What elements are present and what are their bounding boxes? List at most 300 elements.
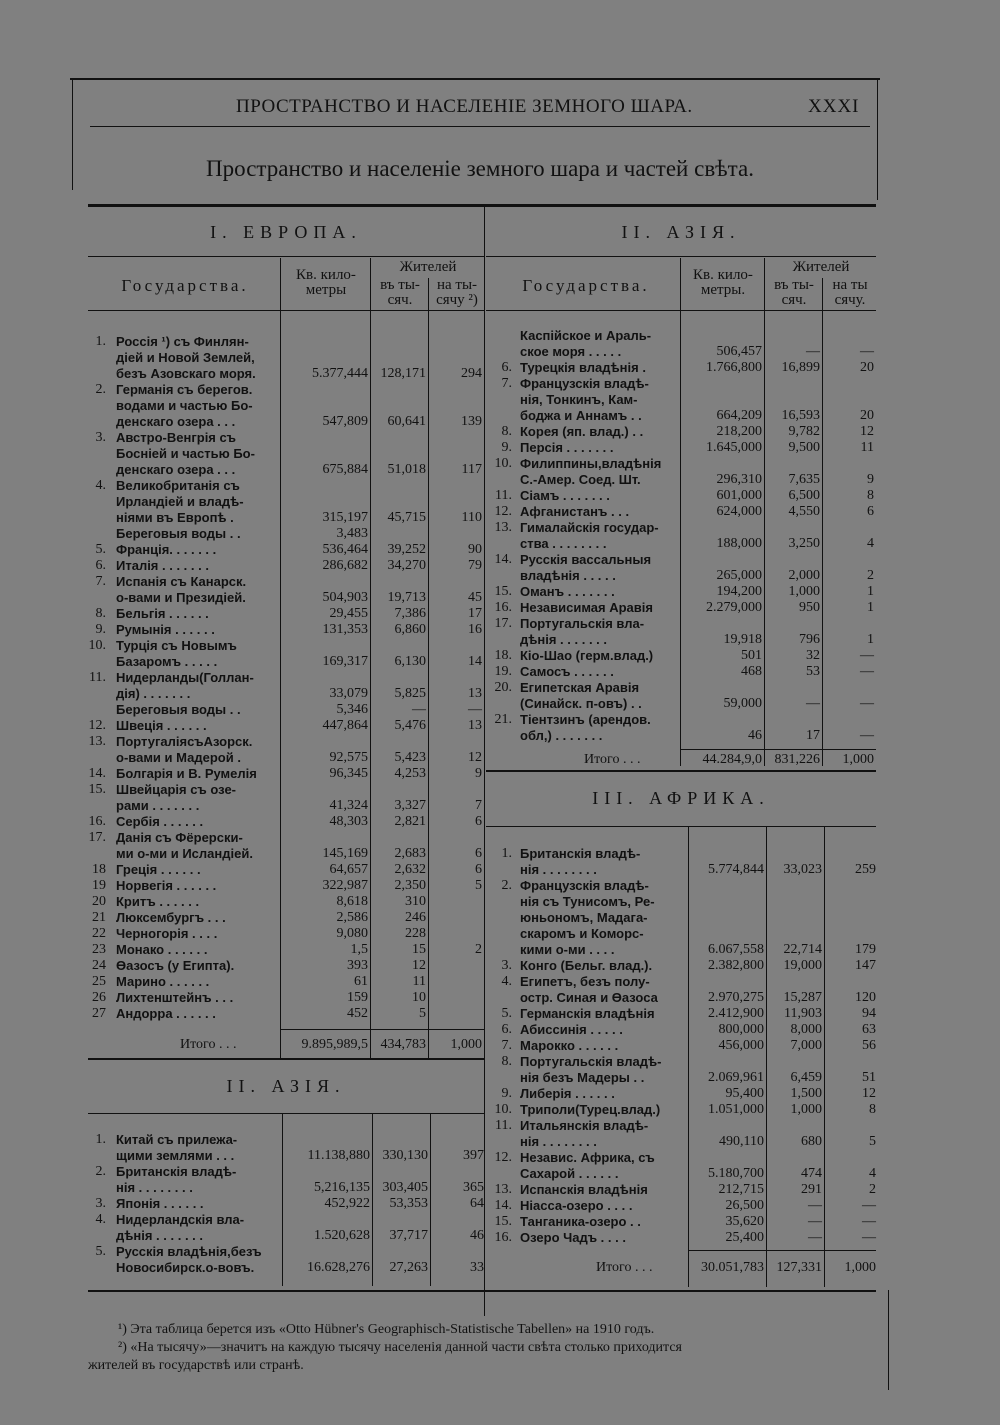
asia-right-total-pop: 831,226 — [774, 752, 820, 767]
table-row — [0, 1086, 1000, 1102]
row-area: 447,864 — [322, 718, 368, 733]
asia-right-total-rule — [680, 749, 876, 750]
africa-total-rule — [688, 1250, 876, 1251]
row-name: Афганистанъ . . . — [520, 504, 630, 519]
row-per-thousand: 1 — [867, 632, 874, 647]
row-area: 800,000 — [718, 1022, 764, 1037]
row-population: 6,130 — [394, 654, 426, 669]
title-rule — [88, 204, 876, 207]
row-number: 21. — [494, 712, 512, 727]
row-name: Португальскія вла- дѣнія . . . . . . . — [520, 616, 645, 647]
table-row — [0, 1230, 1000, 1246]
row-name: Нидерланды(Голлан- дія) . . . . . . . — [116, 670, 254, 701]
row-population: 796 — [799, 632, 820, 647]
row-number: 27 — [92, 1006, 106, 1021]
row-per-thousand: 6 — [475, 846, 482, 861]
row-per-thousand: 397 — [463, 1148, 484, 1163]
row-per-thousand: — — [860, 344, 874, 359]
row-name: Сербія . . . . . . — [116, 814, 204, 829]
row-name: Абиссинія . . . . . — [520, 1022, 623, 1037]
row-area: 6.067,558 — [708, 942, 764, 957]
africa-total-area: 30.051,783 — [701, 1260, 764, 1275]
row-per-thousand: 56 — [862, 1038, 876, 1053]
row-area: 2.412,900 — [708, 1006, 764, 1021]
row-name: Черногорія . . . . — [116, 926, 218, 941]
row-per-thousand: 13 — [468, 686, 482, 701]
row-population: 128,171 — [380, 366, 426, 381]
row-name: Танганика-озеро . . — [520, 1214, 641, 1229]
row-area: 536,464 — [322, 542, 368, 557]
row-number: 1. — [501, 846, 512, 861]
table-row — [0, 360, 1000, 376]
row-population: 330,130 — [382, 1148, 428, 1163]
row-per-thousand: 6 — [475, 862, 482, 877]
row-per-thousand: 2 — [475, 942, 482, 957]
row-number: 13. — [494, 520, 512, 535]
left-col-pop-group-header: Жителей — [399, 259, 457, 275]
row-number: 20 — [92, 894, 106, 909]
row-area: 1.645,000 — [706, 440, 762, 455]
row-population: 15 — [412, 942, 426, 957]
row-area: 286,682 — [322, 558, 368, 573]
row-number: 14. — [494, 552, 512, 567]
row-population: 10 — [412, 990, 426, 1005]
row-population: 6,860 — [394, 622, 426, 637]
table-row — [0, 712, 1000, 744]
row-name: Китай съ прилежа- щими землями . . . — [116, 1132, 238, 1163]
row-area: 5,346 — [336, 702, 368, 717]
row-area: 490,110 — [719, 1134, 764, 1149]
row-area: 1.520,628 — [314, 1228, 370, 1243]
asia-left-title: II. АЗІЯ. — [226, 1076, 346, 1096]
row-population: — — [806, 344, 820, 359]
row-number: 7. — [95, 574, 106, 589]
row-area: 29,455 — [329, 606, 368, 621]
row-number: 16. — [88, 814, 106, 829]
row-population: 15,287 — [783, 990, 822, 1005]
row-name: Корея (яп. влад.) . . — [520, 424, 644, 439]
row-name: Оманъ . . . . . . . — [520, 584, 615, 599]
row-number: 3. — [95, 430, 106, 445]
right-header-top-rule — [486, 256, 876, 257]
row-area: 452,922 — [324, 1196, 370, 1211]
row-population: 474 — [801, 1166, 822, 1181]
table-row — [0, 1038, 1000, 1054]
row-per-thousand: 4 — [867, 536, 874, 551]
row-area: 315,197 — [322, 510, 368, 525]
row-area: 601,000 — [716, 488, 762, 503]
row-area: 61 — [354, 974, 368, 989]
row-population: 5,423 — [394, 750, 426, 765]
row-population: 5 — [419, 1006, 426, 1021]
row-name: Нидерландскія вла- дѣнія . . . . . . . — [116, 1212, 245, 1243]
row-area: 2.279,000 — [706, 600, 762, 615]
row-area: 322,987 — [322, 878, 368, 893]
row-number: 25 — [92, 974, 106, 989]
africa-top-rule — [486, 826, 876, 827]
row-number: 10. — [494, 456, 512, 471]
row-area: 11.138,880 — [307, 1148, 370, 1163]
row-area: 452 — [347, 1006, 368, 1021]
row-area: 1.051,000 — [708, 1102, 764, 1117]
asia-right-total-per: 1,000 — [842, 752, 874, 767]
row-area: 8,618 — [336, 894, 368, 909]
africa-total-per: 1,000 — [844, 1260, 876, 1275]
row-area: 1.766,800 — [706, 360, 762, 375]
row-area: 5,216,135 — [314, 1180, 370, 1195]
right-header-bottom-rule — [486, 310, 876, 311]
row-population: 1,000 — [790, 1102, 822, 1117]
row-name: Египетъ, безъ полу- остр. Синая и Өазоса — [520, 974, 658, 1005]
row-population: 2,821 — [394, 814, 426, 829]
europe-total-label: Итого . . . — [180, 1037, 237, 1052]
row-name: Береговыя воды . . — [116, 702, 241, 717]
row-number: 7. — [501, 376, 512, 391]
row-population: 22,714 — [783, 942, 822, 957]
row-name: Русскія владѣнія,безъ Новосибирск.о-вовъ. — [116, 1244, 262, 1275]
row-population: 7,635 — [788, 472, 820, 487]
row-number: 16. — [494, 1230, 512, 1245]
row-per-thousand: 5 — [869, 1134, 876, 1149]
row-number: 26 — [92, 990, 106, 1005]
row-number: 4. — [95, 478, 106, 493]
row-population: 39,252 — [387, 542, 426, 557]
row-number: 24 — [92, 958, 106, 973]
row-name: Норвегія . . . . . . — [116, 878, 217, 893]
row-name: Кіо-Шао (герм.влад.) — [520, 648, 654, 663]
left-col-state-header: Государства. — [121, 276, 249, 295]
header-underline — [90, 126, 870, 127]
row-number: 4. — [95, 1212, 106, 1227]
row-name: Турецкія владѣнія . — [520, 360, 646, 375]
footnote-2: ²) «На тысячу»—значитъ на каждую тысячу населенія данной части свѣта столько приходится — [118, 1340, 682, 1355]
row-name: Италія . . . . . . . — [116, 558, 209, 573]
row-name: Румынія . . . . . . — [116, 622, 215, 637]
row-area: 456,000 — [718, 1038, 764, 1053]
row-name: Швейцарія съ озе- рами . . . . . . . — [116, 782, 237, 813]
row-name: Өазосъ (у Египта). — [116, 958, 235, 973]
table-row — [0, 552, 1000, 584]
row-number: 1. — [95, 1132, 106, 1147]
table-row — [0, 1054, 1000, 1086]
row-name: Независимая Аравія — [520, 600, 653, 615]
right-footer-rule — [888, 1290, 889, 1390]
row-per-thousand: 20 — [860, 408, 874, 423]
table-row — [0, 664, 1000, 680]
row-population: 53 — [806, 664, 820, 679]
row-per-thousand: 94 — [862, 1006, 876, 1021]
row-name: Русскія вассальныя владѣнія . . . . . — [520, 552, 652, 583]
row-name: Критъ . . . . . . — [116, 894, 200, 909]
row-population: 8,000 — [790, 1022, 822, 1037]
row-number: 18. — [494, 648, 512, 663]
row-population: 2,000 — [788, 568, 820, 583]
table-row — [0, 1214, 1000, 1230]
row-number: 5. — [501, 1006, 512, 1021]
row-name: Триполи(Турец.влад.) — [520, 1102, 661, 1117]
row-name: Германія съ берегов. водами и частью Бо- денскаго озера . . . — [116, 382, 253, 429]
row-area: 5.377,444 — [312, 366, 368, 381]
row-number: 9. — [501, 1086, 512, 1101]
row-population: 19,000 — [783, 958, 822, 973]
row-population: 680 — [801, 1134, 822, 1149]
footnote-3: жителей въ государствѣ или странѣ. — [88, 1358, 304, 1373]
row-name: Филиппины,владѣнія С.-Амер. Соед. Шт. — [520, 456, 662, 487]
row-per-thousand: 90 — [468, 542, 482, 557]
europe-title: I. ЕВРОПА. — [210, 222, 362, 242]
row-population: 19,713 — [387, 590, 426, 605]
table-row — [0, 1198, 1000, 1214]
row-area: 16.628,276 — [307, 1260, 370, 1275]
row-per-thousand: 365 — [463, 1180, 484, 1195]
row-number: 1. — [95, 334, 106, 349]
row-number: 13. — [494, 1182, 512, 1197]
row-number: 6. — [95, 558, 106, 573]
europe-total-per: 1,000 — [450, 1037, 482, 1052]
row-per-thousand: 17 — [468, 606, 482, 621]
row-name: Греція . . . . . . — [116, 862, 201, 877]
row-number: 8. — [501, 1054, 512, 1069]
row-area: 3,483 — [336, 526, 368, 541]
table-row — [0, 616, 1000, 648]
row-population: — — [808, 1230, 822, 1245]
row-per-thousand: 259 — [855, 862, 876, 877]
left-header-bottom-rule — [88, 310, 484, 311]
row-population: 7,000 — [790, 1038, 822, 1053]
row-population: 11,903 — [784, 1006, 822, 1021]
row-name: Итальянскія владѣ- нія . . . . . . . . — [520, 1118, 649, 1149]
row-number: 15. — [88, 782, 106, 797]
row-per-thousand: 9 — [475, 766, 482, 781]
row-name: Монако . . . . . . — [116, 942, 208, 957]
row-area: 59,000 — [723, 696, 762, 711]
row-per-thousand: 6 — [867, 504, 874, 519]
row-per-thousand: 5 — [475, 878, 482, 893]
page-number: XXXI — [808, 96, 860, 117]
table-row — [0, 440, 1000, 456]
row-population: 53,353 — [389, 1196, 428, 1211]
row-per-thousand: — — [862, 1198, 876, 1213]
table-row — [0, 1006, 1000, 1022]
row-per-thousand: 79 — [468, 558, 482, 573]
table-row — [0, 1102, 1000, 1118]
row-name: Конго (Бельг. влад.). — [520, 958, 653, 973]
table-row — [0, 328, 1000, 360]
row-per-thousand: 7 — [475, 798, 482, 813]
row-number: 12. — [494, 504, 512, 519]
table-row — [0, 680, 1000, 712]
row-name: Персія . . . . . . . — [520, 440, 614, 455]
row-area: 468 — [741, 664, 762, 679]
europe-total-area: 9.895,989,5 — [301, 1037, 368, 1052]
row-name: Россія ¹) съ Финлян- діей и Новой Землей, безъ Азовскаго моря. — [116, 334, 256, 381]
asia-right-total-area: 44.284,9,0 — [702, 752, 762, 767]
row-number: 21 — [92, 910, 106, 925]
row-area: 212,715 — [718, 1182, 764, 1197]
row-per-thousand: 51 — [862, 1070, 876, 1085]
row-number: 7. — [501, 1038, 512, 1053]
row-per-thousand: 12 — [860, 424, 874, 439]
row-number: 14. — [88, 766, 106, 781]
row-area: 194,200 — [716, 584, 762, 599]
row-name: Франція. . . . . . . — [116, 542, 217, 557]
row-per-thousand: — — [860, 696, 874, 711]
row-number: 11. — [495, 488, 512, 503]
row-per-thousand: 1 — [867, 584, 874, 599]
row-name: Великобританія съ Ирландіей и владѣ- ніями въ Европѣ . — [116, 478, 244, 525]
row-per-thousand: 12 — [862, 1086, 876, 1101]
row-area: 675,884 — [322, 462, 368, 477]
table-row — [0, 814, 1000, 830]
row-population: 2,632 — [394, 862, 426, 877]
top-rule — [70, 78, 880, 80]
row-per-thousand: — — [860, 648, 874, 663]
row-name: Испанскія владѣнія — [520, 1182, 648, 1197]
row-population: 60,641 — [387, 414, 426, 429]
row-per-thousand: 64 — [470, 1196, 484, 1211]
row-population: 3,327 — [394, 798, 426, 813]
row-number: 6. — [501, 360, 512, 375]
row-name: Гималайскія государ- ства . . . . . . . . — [520, 520, 659, 551]
table-row — [0, 1022, 1000, 1038]
row-number: 9. — [95, 622, 106, 637]
row-area: 25,400 — [725, 1230, 764, 1245]
row-number: 8. — [501, 424, 512, 439]
row-name: Андорра . . . . . . — [116, 1006, 216, 1021]
left-col-per-header: на ты-сячу ²) — [436, 277, 478, 308]
table-row — [0, 974, 1000, 1006]
row-area: 296,310 — [716, 472, 762, 487]
row-per-thousand: 2 — [869, 1182, 876, 1197]
row-number: 15. — [494, 1214, 512, 1229]
row-name: Самосъ . . . . . . — [520, 664, 614, 679]
row-name: Австро-Венгрія съ Босніей и частью Бо- денскаго озера . . . — [116, 430, 255, 477]
row-area: 501 — [741, 648, 762, 663]
left-col-pop-header: въ ты-сяч. — [380, 277, 420, 308]
row-per-thousand: 14 — [468, 654, 482, 669]
row-population: 33,023 — [783, 862, 822, 877]
row-population: — — [808, 1198, 822, 1213]
row-name: Турція съ Новымъ Базаромъ . . . . . — [116, 638, 237, 669]
row-area: 2.382,800 — [708, 958, 764, 973]
row-population: 5,825 — [394, 686, 426, 701]
row-area: 96,345 — [329, 766, 368, 781]
row-population: 3,250 — [788, 536, 820, 551]
row-per-thousand: 8 — [867, 488, 874, 503]
row-per-thousand: — — [862, 1230, 876, 1245]
footnote-1: ¹) Эта таблица берется изъ «Otto Hübner's Geographisch-Statistische Tabellen» на 1910 годъ. — [118, 1322, 655, 1337]
table-row — [0, 648, 1000, 664]
row-per-thousand: 12 — [468, 750, 482, 765]
row-name: Независ. Африка, съ Сахарой . . . . . . — [520, 1150, 655, 1181]
row-per-thousand: — — [860, 728, 874, 743]
row-name: Береговыя воды . . — [116, 526, 241, 541]
row-per-thousand: 1 — [867, 600, 874, 615]
row-number: 5. — [95, 542, 106, 557]
row-area: 64,657 — [329, 862, 368, 877]
row-number: 20. — [494, 680, 512, 695]
row-area: 2,586 — [336, 910, 368, 925]
table-row — [0, 376, 1000, 424]
row-name: Португальскія владѣ- нія безъ Мадеры . . — [520, 1054, 662, 1085]
row-number: 16. — [494, 600, 512, 615]
row-number: 12. — [494, 1150, 512, 1165]
row-per-thousand: 13 — [468, 718, 482, 733]
row-number: 14. — [494, 1198, 512, 1213]
row-number: 4. — [501, 974, 512, 989]
row-per-thousand: 4 — [869, 1166, 876, 1181]
table-row — [0, 958, 1000, 974]
row-name: Британскія владѣ- нія . . . . . . . . — [116, 1164, 237, 1195]
row-name: Данія съ Фёрерски- ми о-ми и Исландіей. — [116, 830, 253, 861]
table-row — [0, 1182, 1000, 1198]
table-row — [0, 1150, 1000, 1182]
row-name: ПортугаліясъАзорск. о-вами и Мадерой . — [116, 734, 253, 765]
row-name: Британскія владѣ- нія . . . . . . . . — [520, 846, 641, 877]
row-population: 303,405 — [382, 1180, 428, 1195]
row-name: Швеція . . . . . . — [116, 718, 207, 733]
row-area: 46 — [748, 728, 762, 743]
row-area: 92,575 — [329, 750, 368, 765]
row-area: 188,000 — [716, 536, 762, 551]
row-per-thousand: 120 — [855, 990, 876, 1005]
row-area: 95,400 — [725, 1086, 764, 1101]
row-area: 265,000 — [716, 568, 762, 583]
row-population: 32 — [806, 648, 820, 663]
row-population: 7,386 — [394, 606, 426, 621]
row-number: 15. — [494, 584, 512, 599]
row-number: 17. — [88, 830, 106, 845]
row-area: 9,080 — [336, 926, 368, 941]
row-area: 5.180,700 — [708, 1166, 764, 1181]
row-population: 11 — [412, 974, 426, 989]
row-area: 145,169 — [322, 846, 368, 861]
row-name: Болгарія и В. Румелія — [116, 766, 257, 781]
row-name: Озеро Чадъ . . . . — [520, 1230, 626, 1245]
right-col-pop-header: въ ты-сяч. — [774, 277, 814, 308]
row-area: 33,079 — [329, 686, 368, 701]
right-col-per-header: на ты сячу. — [832, 277, 868, 308]
row-population: 4,253 — [394, 766, 426, 781]
row-per-thousand: 147 — [855, 958, 876, 973]
row-name: Тіентзинъ (арендов. обл,) . . . . . . . — [520, 712, 651, 743]
row-population: 37,717 — [389, 1228, 428, 1243]
row-population: — — [412, 702, 426, 717]
left-col-area-header: Кв. кило-метры — [296, 267, 356, 298]
row-per-thousand: 117 — [461, 462, 482, 477]
row-number: 17. — [494, 616, 512, 631]
row-area: 159 — [347, 990, 368, 1005]
row-population: 6,500 — [788, 488, 820, 503]
row-number: 23 — [92, 942, 106, 957]
row-number: 9. — [501, 440, 512, 455]
row-per-thousand: 63 — [862, 1022, 876, 1037]
row-number: 10. — [88, 638, 106, 653]
africa-total-pop: 127,331 — [776, 1260, 822, 1275]
row-population: 228 — [405, 926, 426, 941]
europe-total-pop: 434,783 — [380, 1037, 426, 1052]
row-area: 393 — [347, 958, 368, 973]
row-number: 6. — [501, 1022, 512, 1037]
row-population: 246 — [405, 910, 426, 925]
row-area: 624,000 — [716, 504, 762, 519]
row-area: 131,353 — [322, 622, 368, 637]
table-row — [0, 424, 1000, 440]
row-name: Люксембургъ . . . — [116, 910, 226, 925]
row-name: Бельгія . . . . . . — [116, 606, 209, 621]
row-name: Испанія съ Канарск. о-вами и Президіей. — [116, 574, 247, 605]
row-number: 8. — [95, 606, 106, 621]
